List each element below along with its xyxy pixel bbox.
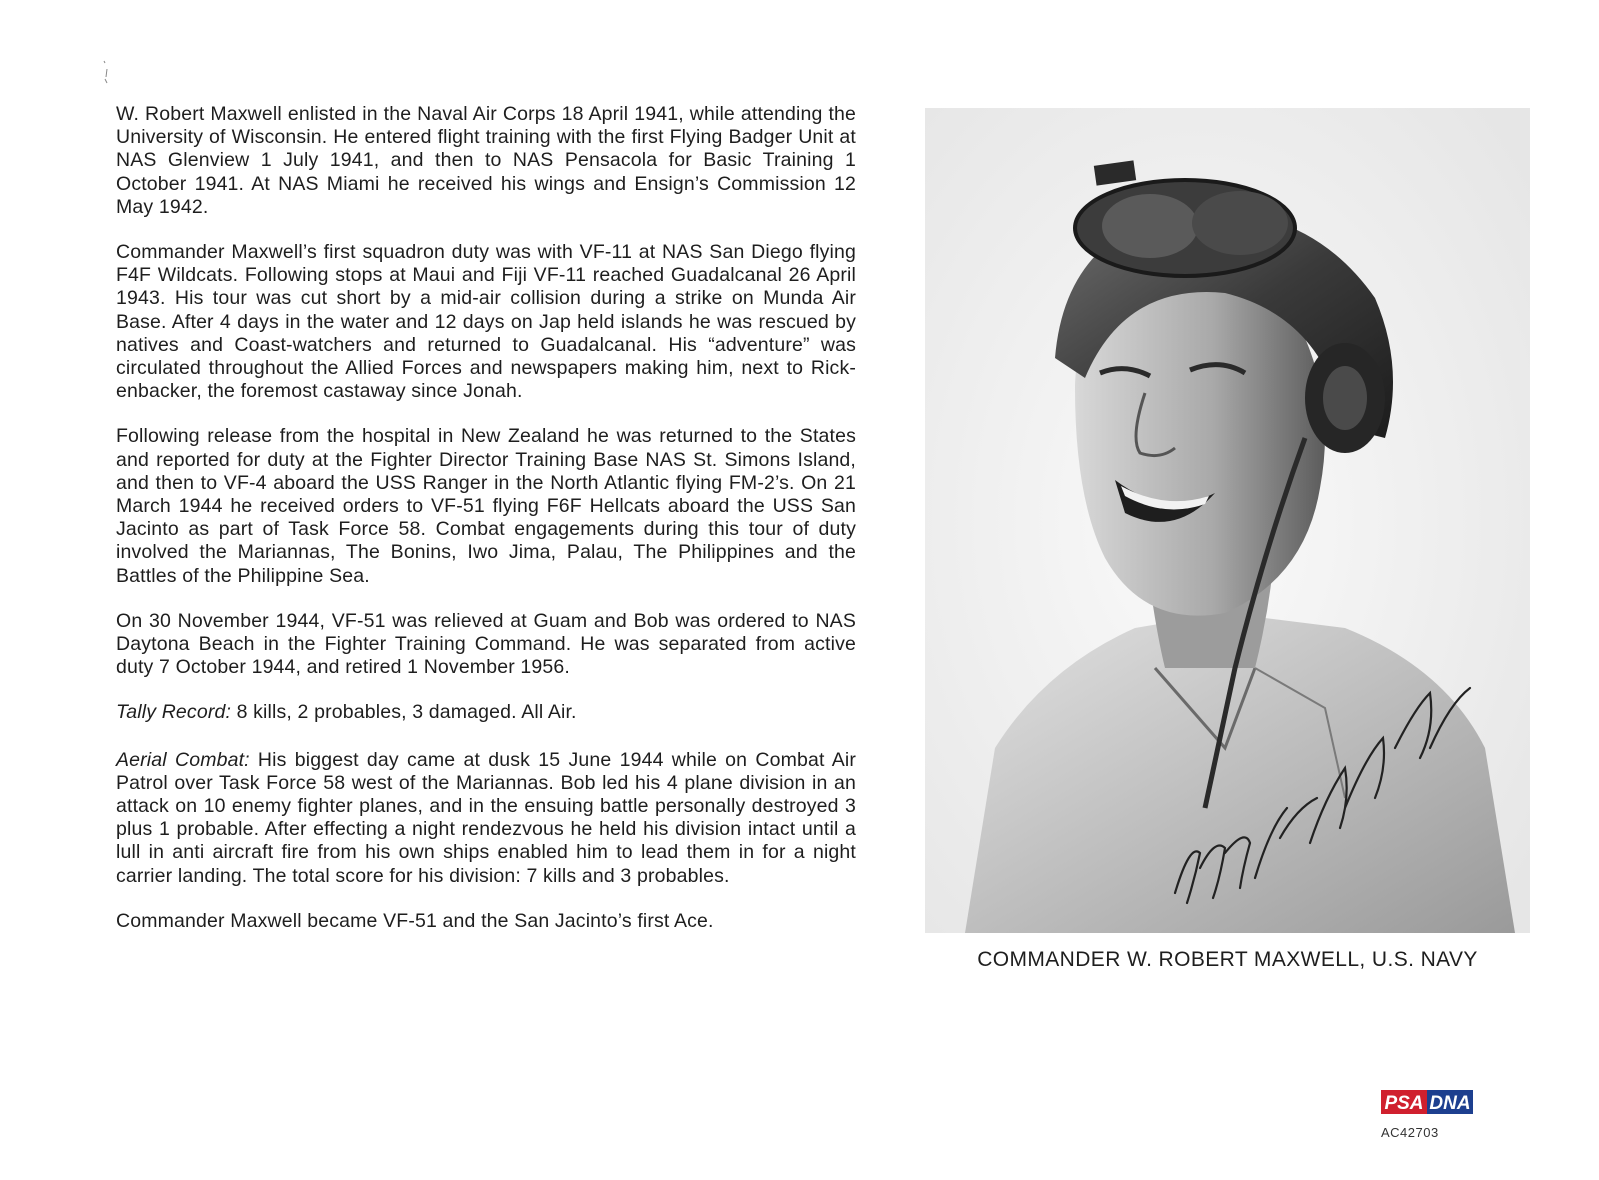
bio-closing: Commander Maxwell became VF-51 and the San Jacinto’s first Ace. (116, 909, 714, 932)
dna-logo-text: DNA (1429, 1093, 1471, 1114)
tally-record (116, 701, 856, 724)
bio-paragraph-later-duty: Following release from the hospital in New Zealand he was returned to the States and reported for duty at the Fighter Director Training Base NAS St. Simons Island, and then to VF-4 aboard the USS Ranger in the North Atlantic flying FM-2’s. On 21 March 1944 he received orders to VF-51 flying F6F Hellcats aboard the USS San Jacinto as part of Task Force 58. Combat engagements during this tour of duty involved the Mariannas, The Bonins, Iwo Jima, Palau, The Philippines and the Battles of the Philippine Sea. (116, 425, 856, 587)
tally-record-label: Tally Record: (116, 701, 232, 724)
aerial-combat-text: His biggest day came at dusk 15 June 1944 while on Combat Air Patrol over Task Force 58 west of the Mariannas. Bob led his 4 plane division in an attack on 10 enemy fighter planes, and in the ensuing battle personally destroyed 3 plus 1 probable. After effecting a night rendezvous he held his division intact until a lull in anti aircraft fire from his own ships enabled him to lead them in for a night carrier landing. The total score for his division: 7 kills and 3 probables. (116, 748, 856, 887)
pilot-portrait-photo (925, 108, 1530, 933)
psa-dna-logo (1381, 1090, 1473, 1114)
biography-text (116, 103, 856, 955)
scan-speck (96, 55, 116, 95)
tally-record-text: 8 kills, 2 probables, 3 damaged. All Air. (231, 701, 577, 724)
bio-paragraph-enlistment: W. Robert Maxwell enlisted in the Naval Air Corps 18 April 1941, while attending the University of Wisconsin. He entered flight training with the first Flying Badger Unit at NAS Glenview 1 July 1941, and then to NAS Pensacola for Basic Training 1 October 1941. At NAS Miami he received his wings and Ensign’s Commission 12 May 1942. (116, 103, 856, 218)
aerial-combat (116, 749, 856, 888)
certification-number: AC42703 (1381, 1125, 1439, 1140)
bio-paragraph-retirement: On 30 November 1944, VF-51 was relieved at Guam and Bob was ordered to NAS Daytona Beach in the Fighter Training Command. He was separated from active duty 7 October 1944, and retired 1 November 1956. (116, 609, 856, 679)
aerial-combat-label: Aerial Combat: (116, 748, 250, 771)
bio-paragraph-first-duty: Commander Maxwell’s first squadron duty was with VF-11 at NAS San Diego flying F4F Wildcats. Following stops at Maui and Fiji VF-11 reached Guadalcanal 26 April 1943. His tour was cut short by a mid-air collision during a strike on Munda Air Base. After 4 days in the water and 12 days on Jap held islands he was rescued by natives and Coast-watchers and returned to Guadalcanal. His “adventure” was circulated throughout the Allied Forces and newspapers making him, next to Rick-enbacker, the foremost castaway since Jonah. (116, 241, 856, 403)
photo-caption: COMMANDER W. ROBERT MAXWELL, U.S. NAVY (977, 948, 1478, 971)
psa-logo-text: PSA (1384, 1093, 1424, 1114)
